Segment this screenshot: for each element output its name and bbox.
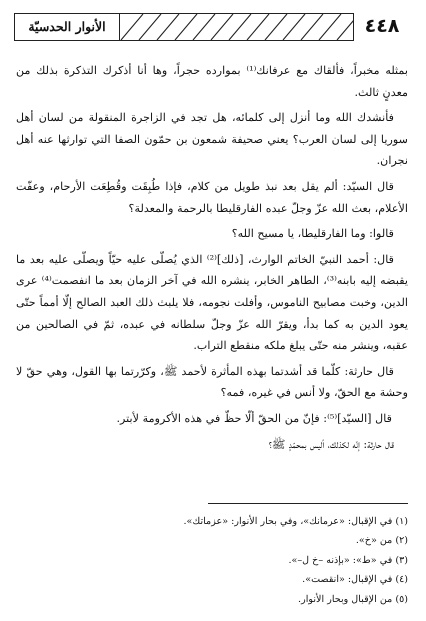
paragraph: قال [السيّد]⁽⁵⁾: فإنّ من الحقّ ألّا حظّ في هذه الأكرومة لأبتر. [116, 411, 392, 425]
main-text [16, 60, 408, 459]
page-header [14, 12, 412, 42]
header-ornament [116, 13, 354, 41]
paragraph: قال حارثة: كلّما قد أشدتما بهذه المأثرة لأحمد ﷺ، وكرّرتما بها القول، وهي حقّ لا وحشة مع الحقّ، ولا أنس في غيره، فمه؟ [16, 364, 408, 400]
page-number: ٤٤٨ [364, 15, 400, 37]
paragraph: بمثله مخبراً، فألقاك مع عرفانك⁽¹⁾ بموارده حجراً، وها أنا أذكرك التذكرة بذلك من معدنٍ ثالث. [16, 64, 408, 99]
footnote: (١) في الإقبال: «عرمانك»، وفي بحار الأنوار: «عزماتك». [183, 516, 408, 527]
paragraph: قال حارثة: إنّه لكذلك، أليس بمحمّدٍ ﷺ؟ [268, 437, 394, 451]
paragraph: قال السيّد: ألم يقل بعد نبذ طويل من كلام، فإذا طُبِقَت وقُطِعَت الأرحام، وعفّت الأعلام، بعث الله عزّ وجلّ عبده الفارقليطا بالرحمة والمعدلة؟ [16, 179, 408, 215]
paragraph: قال: أحمد النبيّ الخاتم الوارث، [ذلك]⁽²⁾ الذي يُصلّى عليه حيّاً ويصلّى عليه بعد ما يقبضه إليه بابنه⁽³⁾، الطاهر الخابر، ينشره الله في آخر الزمان بعد ما انفصمت⁽⁴⁾ عرى الدين، وخبت مصابيح الناموس، وأفلت نجومه، فلا يلبث ذلك العبد الصالح إلّا أمماً حتّى يعود الدين به كما بدأ، ويقرّ الله عزّ وجلّ سلطانه في عبده، ثمّ في الصالحين من عقبه، وينشر منه حتّى يبلغ ملكه منقطع التراب. [16, 252, 408, 353]
paragraph: فأنشدك الله وما أنزل إلى كلمائه، هل تجد في الزاجرة المنقولة من لسان أهل سوريا إلى لسان العرب؟ يعني صحيفة شمعون بن حمّون الصفا التي توارثها عنه أهل نجران. [16, 111, 408, 168]
footnote: (٣) في «ط»: «بإذنه –خ ل–». [288, 554, 408, 566]
footnote: (٤) في الإقبال: «انقصت». [302, 574, 408, 586]
footnotes [16, 512, 408, 609]
footnote: (٢) من «خ». [355, 535, 408, 547]
footnote: (٥) من الإقبال وبحار الأنوار. [298, 593, 408, 605]
footnote-separator [208, 503, 408, 504]
running-title: الأنوار الحدسيّة [14, 13, 120, 41]
paragraph: قالوا: وما الفارقليطا، يا مسيح الله؟ [231, 227, 394, 241]
